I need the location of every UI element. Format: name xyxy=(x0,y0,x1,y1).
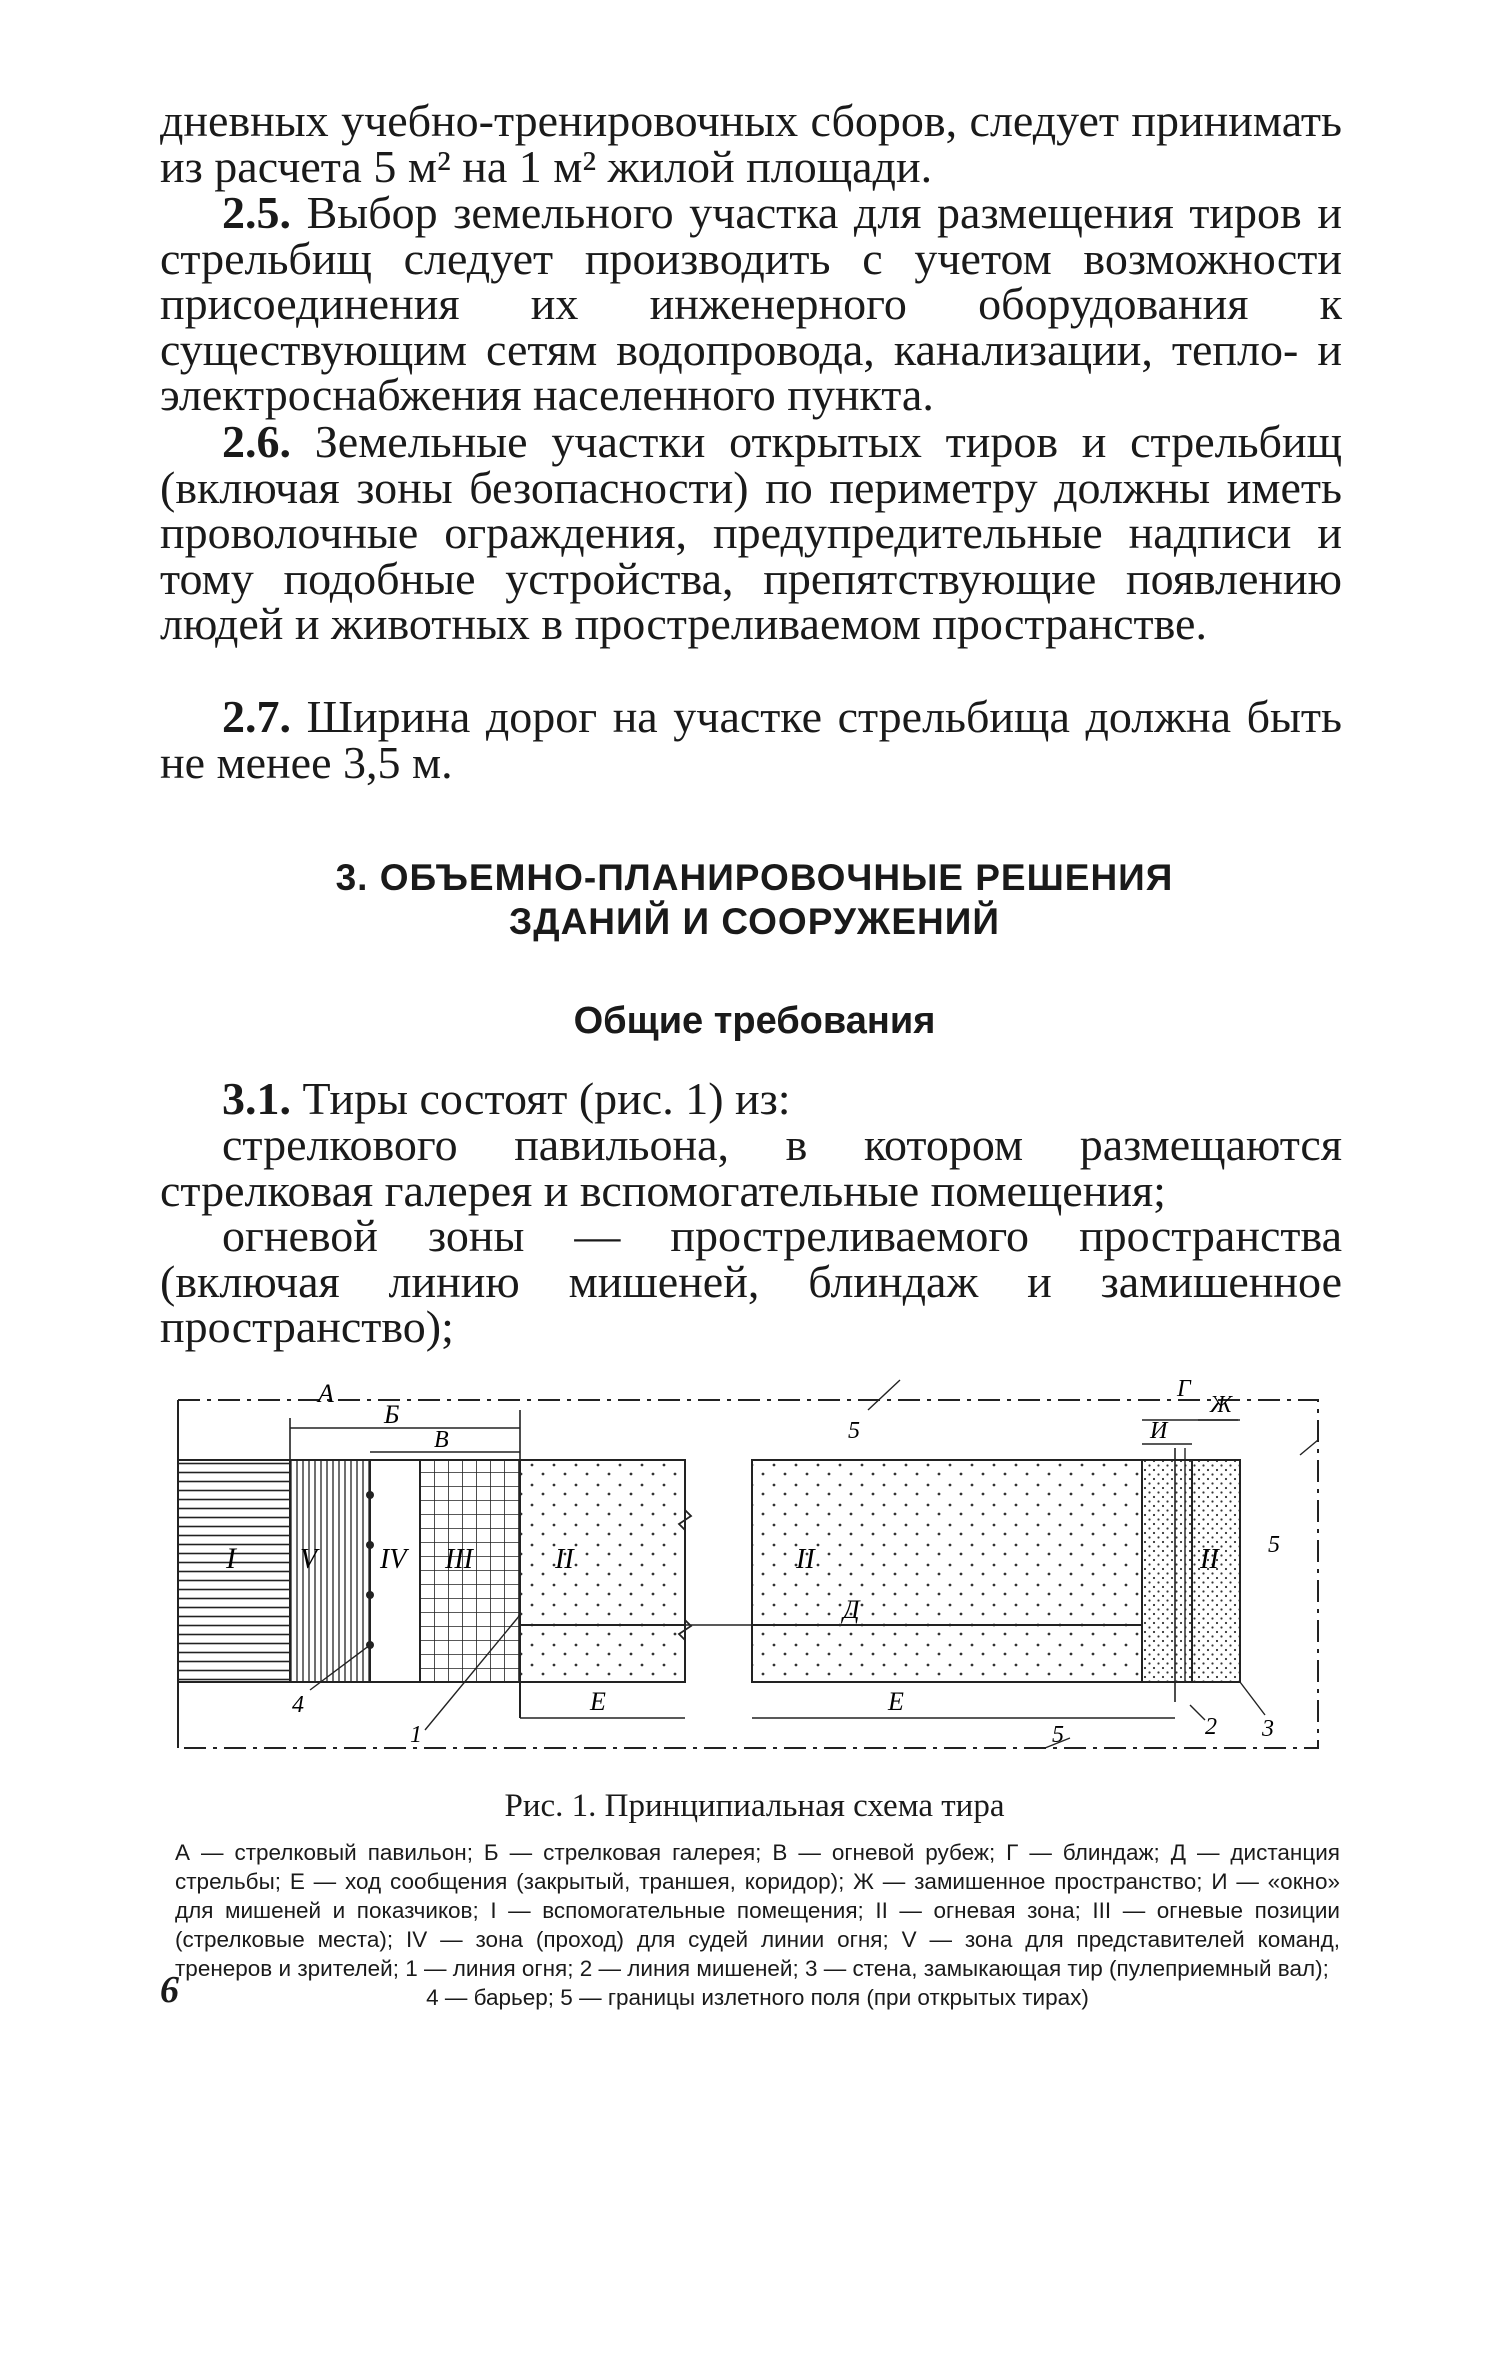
label-zone-III: III xyxy=(445,1544,473,1575)
label-zone-I: I xyxy=(226,1542,236,1575)
label-zone-II-right: II xyxy=(1200,1544,1219,1575)
paragraph-2-7 xyxy=(160,691,1342,788)
section-heading-line-1: 3. ОБЪЕМНО-ПЛАНИРОВОЧНЫЕ РЕШЕНИЯ xyxy=(335,857,1174,898)
paragraph-number: 2.5. xyxy=(222,187,291,238)
label-B: Б xyxy=(384,1400,400,1429)
label-I: И xyxy=(1150,1418,1168,1444)
shooting-range-diagram xyxy=(0,1360,1509,1770)
corridor-left xyxy=(520,1625,685,1682)
paragraph-fire-zone xyxy=(160,1210,1342,1352)
paragraph-2-5 xyxy=(160,187,1342,420)
paragraph-3-1 xyxy=(160,1073,1342,1124)
paragraph-text: Земельные участки открытых тиров и стрельбищ (включая зоны безопасности) по периметру должны иметь проволочные ограждения, предупредительные надписи и тому подобные устройства, препятствующие появлению людей и животных в простреливаемом пространстве. xyxy=(160,416,1342,649)
paragraph-number: 2.6. xyxy=(222,416,291,467)
zone-II-fire-zone-left xyxy=(520,1460,685,1625)
page-number: 6 xyxy=(160,1969,179,2011)
paragraph-text: огневой зоны — простреливаемого пространства (включая линию мишеней, блиндаж и замишенное пространство); xyxy=(160,1210,1342,1352)
label-4: 4 xyxy=(292,1692,304,1718)
label-E-right: Е xyxy=(888,1687,904,1716)
paragraph-text: стрелкового павильона, в котором размещаются стрелковая галерея и вспомогательные помещения; xyxy=(160,1119,1342,1216)
label-D: Д xyxy=(843,1595,860,1624)
paragraph-text: Тиры состоят (рис. 1) из: xyxy=(291,1073,791,1124)
label-V: В xyxy=(434,1427,449,1453)
legend-text-last: 4 — барьер; 5 — границы излетного поля (при открытых тирах) xyxy=(426,1985,1089,2010)
figure-legend xyxy=(175,1838,1340,2012)
label-A: А xyxy=(318,1379,334,1408)
zone-II-fire-zone-right xyxy=(752,1460,1142,1625)
label-2: 2 xyxy=(1205,1714,1217,1740)
paragraph-2-6 xyxy=(160,416,1342,649)
label-zone-II-left: II xyxy=(555,1544,574,1575)
figure-caption: Рис. 1. Принципиальная схема тира xyxy=(504,1788,1005,1824)
paragraph-pavilion xyxy=(160,1119,1342,1216)
corridor-right xyxy=(752,1625,1142,1682)
label-1: 1 xyxy=(410,1722,422,1748)
label-E-left: Е xyxy=(590,1687,606,1716)
paragraph-text: Ширина дорог на участке стрельбища должна быть не менее 3,5 м. xyxy=(160,691,1342,788)
subsection-heading: Общие требования xyxy=(573,1000,936,1042)
paragraph-text: Выбор земельного участка для размещения тиров и стрельбищ следует производить с учетом возможности присоединения их инженерного оборудования к существующим сетям водопровода, канализации, тепло- и электроснабжения населенного пункта. xyxy=(160,187,1342,420)
paragraph-number: 3.1. xyxy=(222,1073,291,1124)
label-5-bottom: 5 xyxy=(1052,1722,1064,1748)
label-G: Г xyxy=(1177,1376,1191,1402)
label-Zh: Ж xyxy=(1210,1392,1232,1418)
section-heading-line-2: ЗДАНИЙ И СООРУЖЕНИЙ xyxy=(509,901,1000,942)
label-5-right: 5 xyxy=(1268,1532,1280,1558)
paragraph-text: дневных учебно-тренировочных сборов, следует принимать из расчета 5 м² на 1 м² жилой площади. xyxy=(160,95,1342,192)
legend-text: А — стрелковый павильон; Б — стрелковая галерея; В — огневой рубеж; Г — блиндаж; Д — дистанция стрельбы; Е — ход сообщения (закрытый, траншея, коридор); Ж — замишенное пространство; И — «окно» для мишеней и показчиков; I — вспомогательные помещения; II — огневая зона; III — огневые позиции (стрелковые места); IV — зона (проход) для судей линии огня; V — зона для представителей команд, тренеров и зрителей; 1 — линия огня; 2 — линия мишеней; 3 — стена, замыкающая тир (пулеприемный вал); xyxy=(175,1840,1340,1981)
paragraph-number: 2.7. xyxy=(222,691,291,742)
label-5-top: 5 xyxy=(848,1418,860,1444)
label-zone-IV: IV xyxy=(380,1544,407,1575)
label-3: 3 xyxy=(1262,1716,1274,1742)
paragraph-intro xyxy=(160,95,1342,192)
label-zone-II-mid: II xyxy=(796,1544,815,1575)
label-zone-V: V xyxy=(300,1544,318,1575)
